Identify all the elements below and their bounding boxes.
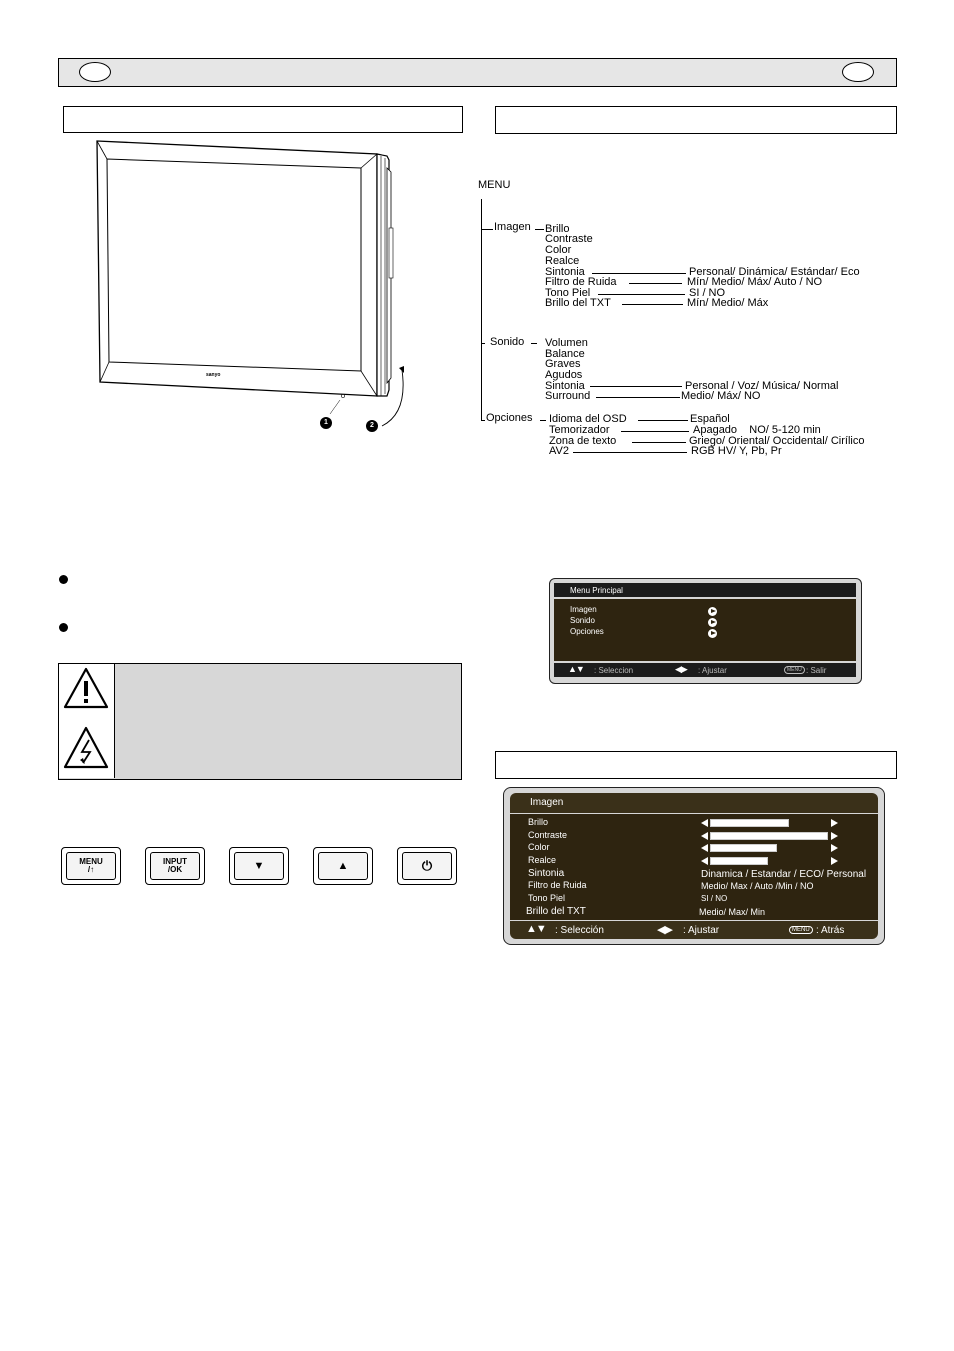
tree-option: SI / NO xyxy=(689,287,726,299)
right-arrow-icon[interactable] xyxy=(831,819,838,827)
power-icon: ⏻ xyxy=(402,852,452,880)
tree-opciones-label: Opciones xyxy=(486,412,533,424)
down-arrow-icon: ▼ xyxy=(234,852,284,880)
bullet-2 xyxy=(59,623,68,632)
tree-option: Mín/ Medio/ Máx/ Auto / NO xyxy=(687,276,823,288)
menu-key-icon: MENU xyxy=(784,666,805,674)
tree-item: Balance xyxy=(545,348,585,360)
osd-item-imagen[interactable]: Imagen xyxy=(570,605,597,614)
tree-item: Surround xyxy=(545,390,591,402)
osd-footer-select: : Seleccion xyxy=(594,666,634,675)
tree-item: Temorizador xyxy=(549,424,610,436)
callout-2: 2 xyxy=(366,420,378,432)
menu-root-label: MENU xyxy=(478,179,511,191)
osd-footer-select: : Selección xyxy=(555,925,604,936)
tv-set-illustration xyxy=(90,138,420,438)
play-icon xyxy=(708,607,717,616)
electric-shock-warning-icon xyxy=(63,726,109,770)
input-ok-key[interactable]: INPUT /OK xyxy=(145,847,205,885)
warning-box xyxy=(58,663,462,780)
left-arrow-icon[interactable] xyxy=(701,857,708,865)
play-icon xyxy=(708,629,717,638)
tree-item: Filtro de Ruida xyxy=(545,276,617,288)
osd-row-value[interactable]: SI / NO xyxy=(701,894,728,903)
left-right-icon: ◀▶ xyxy=(675,664,687,674)
left-arrow-icon[interactable] xyxy=(701,844,708,852)
osd-row-label: Contraste xyxy=(528,830,568,840)
color-slider[interactable] xyxy=(710,844,777,852)
tree-option: Griego/ Oriental/ Occidental/ Cirílico xyxy=(689,435,865,447)
tree-option: Personal/ Dinámica/ Estándar/ Eco xyxy=(689,266,860,278)
up-down-icon: ▲▼ xyxy=(568,664,584,674)
tree-item: Graves xyxy=(545,358,581,370)
up-down-icon: ▲▼ xyxy=(526,923,546,935)
left-arrow-icon[interactable] xyxy=(701,832,708,840)
language-badge-left xyxy=(79,62,111,82)
tree-sonido-label: Sonido xyxy=(490,336,525,348)
osd-row-label: Filtro de Ruida xyxy=(528,880,587,890)
contraste-slider[interactable] xyxy=(710,832,828,840)
osd-row-label: Color xyxy=(528,842,550,852)
osd-title: Menu Principal xyxy=(570,586,623,595)
osd-footer-adjust: : Ajustar xyxy=(698,666,727,675)
tree-item: Zona de texto xyxy=(549,435,617,447)
menu-tree-trunk xyxy=(481,199,482,420)
up-arrow-icon: ▲ xyxy=(318,852,368,880)
right-arrow-icon[interactable] xyxy=(831,832,838,840)
tree-item: Sintonia xyxy=(545,266,585,278)
down-key[interactable] xyxy=(229,847,289,885)
tree-item: Color xyxy=(545,244,572,256)
section-header-imagen xyxy=(495,751,897,779)
tree-option: RGB HV/ Y, Pb, Pr xyxy=(691,445,782,457)
osd-footer-back: : Atrás xyxy=(816,925,845,936)
osd-row-label: Realce xyxy=(528,855,557,865)
right-arrow-icon[interactable] xyxy=(831,857,838,865)
left-arrow-icon[interactable] xyxy=(701,819,708,827)
tree-item: Contraste xyxy=(545,233,593,245)
tree-item: Brillo del TXT xyxy=(545,297,611,309)
imagen-osd xyxy=(503,787,885,945)
osd-footer-adjust: : Ajustar xyxy=(683,925,720,936)
osd-row-label: Sintonia xyxy=(528,868,565,879)
tree-option: Personal / Voz/ Música/ Normal xyxy=(685,380,839,392)
tree-imagen-label: Imagen xyxy=(494,221,531,233)
section-header-menu-structure xyxy=(495,106,897,134)
callout-1: 1 xyxy=(320,417,332,429)
right-arrow-icon[interactable] xyxy=(831,844,838,852)
brillo-slider[interactable] xyxy=(710,819,789,827)
tree-item: Tono Piel xyxy=(545,287,591,299)
power-key[interactable] xyxy=(397,847,457,885)
osd-row-value[interactable]: Medio/ Max/ Min xyxy=(699,907,766,917)
tree-option: Medio/ Máx/ NO xyxy=(681,390,761,402)
osd-row-label: Tono Piel xyxy=(528,893,566,903)
tree-item: Agudos xyxy=(545,369,583,381)
tree-option: Mín/ Medio/ Máx xyxy=(687,297,769,309)
tree-option: Español xyxy=(690,413,730,425)
osd-row-label: Brillo del TXT xyxy=(526,906,586,917)
realce-slider[interactable] xyxy=(710,857,768,865)
osd-row-value[interactable]: Medio/ Max / Auto /Min / NO xyxy=(701,881,814,891)
tree-option: Apagado NO/ 5-120 min xyxy=(693,424,821,436)
tree-item: AV2 xyxy=(549,445,569,457)
tree-item: Brillo xyxy=(545,223,570,235)
tree-item: Realce xyxy=(545,255,580,267)
main-menu-osd xyxy=(549,578,862,684)
tree-item: Volumen xyxy=(545,337,588,349)
tree-item: Idioma del OSD xyxy=(549,413,627,425)
page-header-bar xyxy=(58,58,897,87)
up-key[interactable] xyxy=(313,847,373,885)
osd-item-opciones[interactable]: Opciones xyxy=(570,627,604,636)
osd-row-label: Brillo xyxy=(528,817,549,827)
play-icon xyxy=(708,618,717,627)
bullet-1 xyxy=(59,575,68,584)
menu-key[interactable]: MENU /↑ xyxy=(61,847,121,885)
left-right-icon: ◀▶ xyxy=(657,924,672,936)
section-header-controls xyxy=(63,106,463,133)
tv-brand-logo: sanyo xyxy=(206,372,221,378)
osd-item-sonido[interactable]: Sonido xyxy=(570,616,595,625)
warning-triangle-icon xyxy=(63,667,109,709)
osd-footer-exit: : Salir xyxy=(806,666,827,675)
tree-item: Sintonia xyxy=(545,380,585,392)
menu-key-icon: MENU xyxy=(789,926,813,934)
osd-row-value[interactable]: Dinamica / Estandar / ECO/ Personal xyxy=(701,869,867,880)
language-badge-right xyxy=(842,62,874,82)
osd-title: Imagen xyxy=(530,797,564,808)
